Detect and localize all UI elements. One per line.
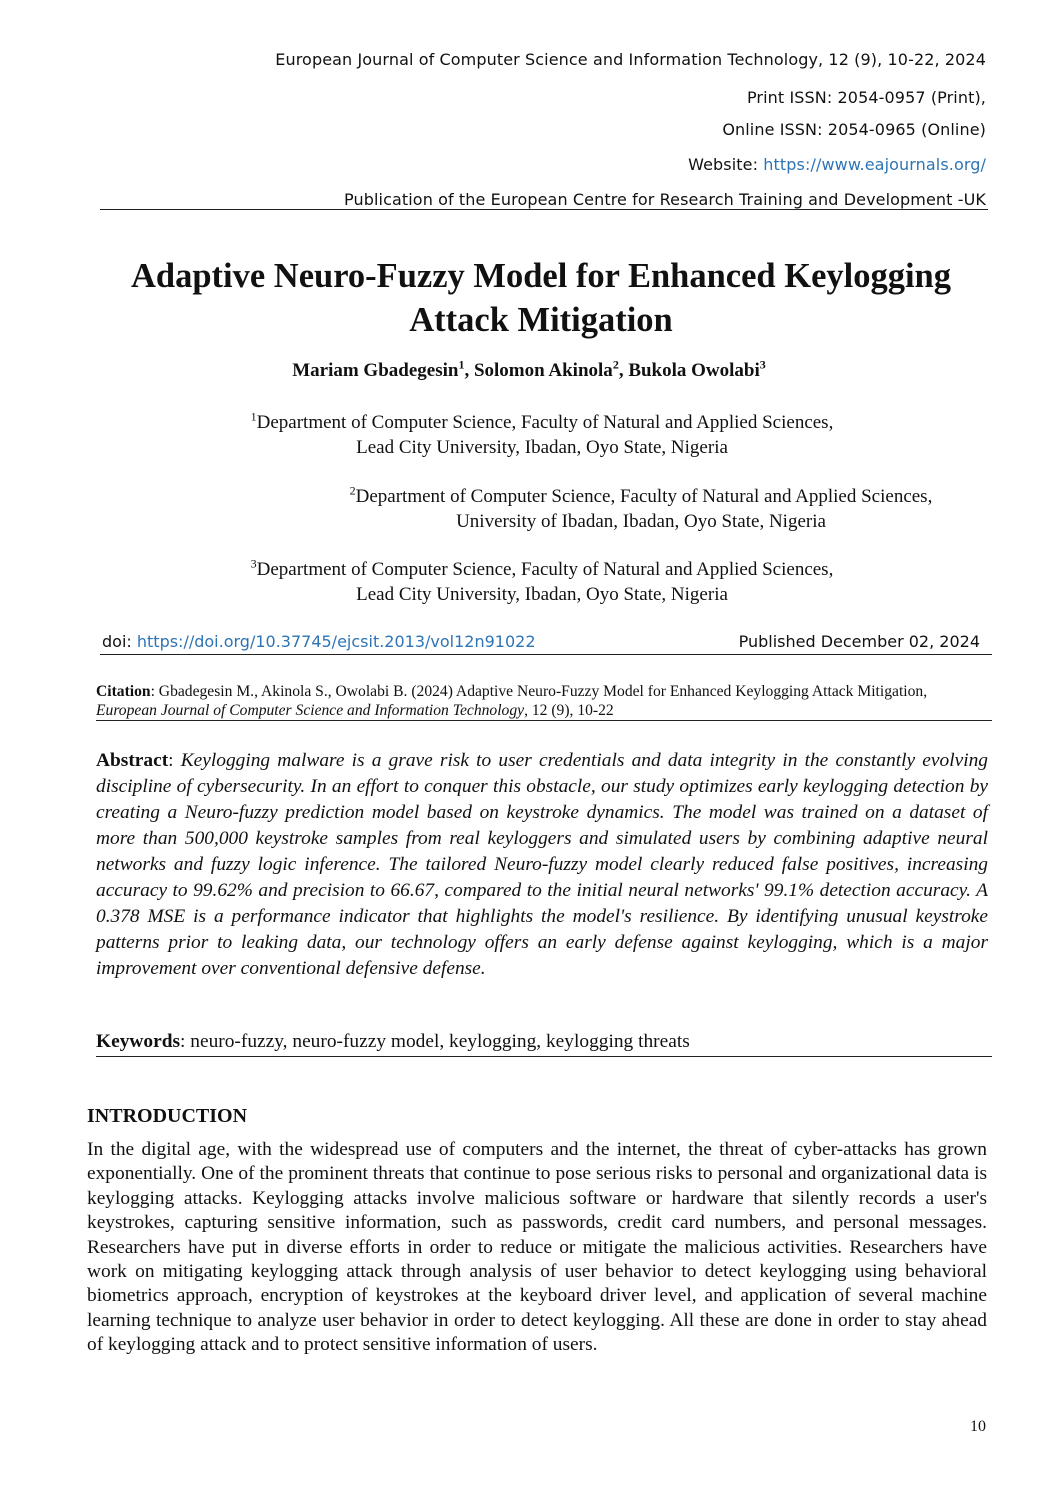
keywords-text: : neuro-fuzzy, neuro-fuzzy model, keylogging, keylogging threats (180, 1031, 690, 1052)
website-label: Website: (688, 155, 764, 174)
citation-tail: , 12 (9), 10-22 (524, 702, 614, 719)
keywords (96, 1031, 690, 1053)
author-name: Bukola Owolabi (628, 360, 760, 381)
affiliation-sup: 1 (250, 409, 257, 424)
author-name: Solomon Akinola (473, 360, 613, 381)
doi-line (102, 632, 536, 651)
citation-text: : Gbadegesin M., Akinola S., Owolabi B. (2024) Adaptive Neuro-Fuzzy Model for Enhanced Keylogging Attack Mitigation, (150, 683, 928, 700)
online-issn: Online ISSN: 2054-0965 (Online) (722, 120, 986, 139)
citation-divider (96, 720, 992, 721)
intro-paragraph: In the digital age, with the widespread use of computers and the internet, the threat of cyber-attacks has grown exponentially. One of the prominent threats that continue to pose serious risks to personal and organizational data is keylogging attacks. Keylogging attacks involve malicious software or hardware that silently records a user's keystrokes, capturing sensitive information, such as passwords, credit card numbers, and personal messages. Researchers have put in diverse efforts in order to reduce or mitigate the malicious activities. Researchers have work on mitigating keylogging attack through analysis of user behavior to detect keylogging using behavioral biometrics approach, encryption of keystrokes at the keyboard driver level, and application of several machine learning technique to analyze user behavior in order to detect keylogging. All these are done in order to stay ahead of keylogging attack and to protect sensitive information of users. (87, 1139, 987, 1356)
abstract-text: Keylogging malware is a grave risk to user credentials and data integrity in the constantly evolving discipline of cybersecurity. In an effort to conquer this obstacle, our study optimizes early keylogging detection by creating a Neuro-fuzzy prediction model based on keystroke dynamics. The model was trained on a dataset of more than 500,000 keystroke samples from real keyloggers and simulated users by combining adaptive neural networks and fuzzy logic inference. The tailored Neuro-fuzzy model clearly reduced false positives, increasing accuracy to 99.62% and precision to 66.67, compared to the initial neural networks' 99.1% detection accuracy. A 0.378 MSE is a performance indicator that highlights the model's resilience. By identifying unusual keystroke patterns prior to leaking data, our technology offers an early defense against keylogging, which is a major improvement over conventional defensive defense. (96, 750, 988, 979)
website-line (688, 155, 986, 174)
citation (96, 682, 988, 720)
print-issn: Print ISSN: 2054-0957 (Print), (746, 88, 986, 107)
affiliation-sup: 3 (250, 556, 257, 571)
keywords-divider (96, 1056, 992, 1057)
header-divider (100, 209, 988, 210)
affiliation-sup: 2 (349, 483, 356, 498)
keywords-label: Keywords (96, 1031, 181, 1052)
abstract: Abstract: Keylogging malware is a grave risk to user credentials and data integrity in the constantly evolving discipline of cybersecurity. In an effort to conquer this obstacle, our study optimizes early keylogging detection by creating a Neuro-fuzzy prediction model based on keystroke dynamics. The model was trained on a dataset of more than 500,000 keystroke samples from real keyloggers and simulated users by combining adaptive neural networks and fuzzy logic inference. The tailored Neuro-fuzzy model clearly reduced false positives, increasing accuracy to 99.62% and precision to 66.67, compared to the initial neural networks' 99.1% detection accuracy. A 0.378 MSE is a performance indicator that highlights the model's resilience. By identifying unusual keystroke patterns prior to leaking data, our technology offers an early defense against keylogging, which is a major improvement over conventional defensive defense. (96, 750, 988, 979)
author-name: Mariam Gbadegesin (292, 360, 459, 381)
publisher-line: Publication of the European Centre for Research Training and Development -UK (340, 190, 986, 209)
doi-divider (100, 654, 992, 655)
page-number: 10 (970, 1418, 986, 1435)
abstract-label: Abstract (96, 750, 169, 771)
affiliation-line: Department of Computer Science, Faculty of Natural and Applied Sciences, (256, 559, 834, 580)
title-line-1: Adaptive Neuro-Fuzzy Model for Enhanced Keylogging (131, 257, 951, 295)
section-heading: INTRODUCTION (87, 1105, 248, 1127)
journal-line: European Journal of Computer Science and Information Technology, 12 (9), 10-22, 2024 (275, 50, 986, 69)
title-line-2: Attack Mitigation (409, 301, 673, 339)
affiliation-line: Lead City University, Ibadan, Oyo State, Nigeria (356, 437, 728, 458)
citation-label: Citation (96, 683, 151, 700)
paper-title (60, 254, 1022, 342)
doi-link[interactable]: https://doi.org/10.37745/ejcsit.2013/vol12n91022 (136, 632, 536, 651)
affiliation-line: Lead City University, Ibadan, Oyo State, Nigeria (356, 584, 728, 605)
published-date: Published December 02, 2024 (738, 632, 980, 651)
affiliation-3 (214, 557, 870, 607)
author-sup: 2 (612, 357, 619, 372)
author-sep: , (618, 360, 629, 381)
affiliation-line: Department of Computer Science, Faculty of Natural and Applied Sciences, (256, 412, 834, 433)
affiliation-2 (313, 484, 969, 534)
affiliation-line: Department of Computer Science, Faculty of Natural and Applied Sciences, (355, 486, 933, 507)
author-sup: 1 (458, 357, 465, 372)
author-sep: , (464, 360, 474, 381)
affiliation-line: University of Ibadan, Ibadan, Oyo State, Nigeria (456, 511, 826, 532)
affiliation-1 (214, 410, 870, 460)
author-sup: 3 (759, 357, 766, 372)
website-link[interactable]: https://www.eajournals.org/ (763, 155, 986, 174)
author-list (0, 357, 1058, 382)
citation-journal: European Journal of Computer Science and Information Technology (96, 702, 525, 719)
doi-label: doi: (102, 632, 137, 651)
